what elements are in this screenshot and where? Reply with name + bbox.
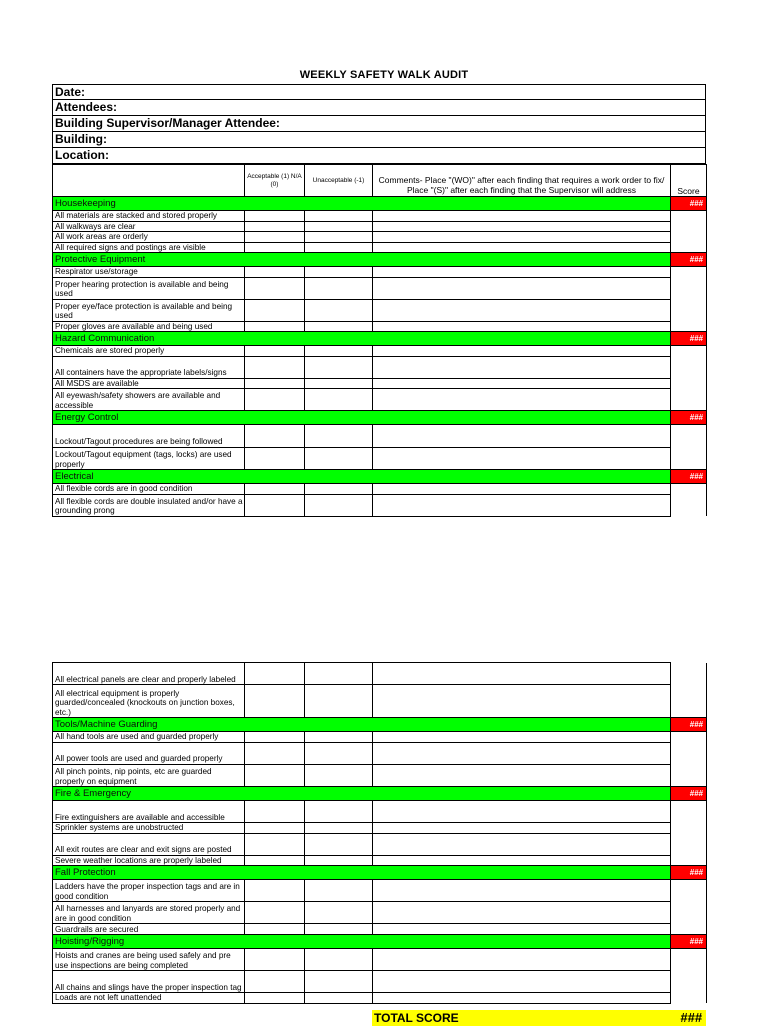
section-header: Housekeeping (53, 197, 671, 211)
comments-cell[interactable] (373, 277, 671, 299)
checklist-item-label: All harnesses and lanyards are stored properly and are in good condition (53, 902, 245, 924)
table-row (53, 823, 707, 834)
section-header: Tools/Machine Guarding (53, 718, 671, 732)
comments-column-header: Comments- Place "(WO)" after each finding that requires a work order to fix/ Place "(S)" after each finding that the Supervisor will address (373, 165, 671, 197)
building-field[interactable]: Building: (52, 132, 706, 148)
score-cell (671, 663, 707, 718)
comments-cell[interactable] (373, 663, 671, 685)
checklist-item-label: All exit routes are clear and exit signs are posted (53, 833, 245, 855)
total-score-value: ### (680, 1010, 702, 1025)
score-column-header: Score (671, 165, 707, 197)
table-row (53, 924, 707, 935)
table-row (53, 221, 707, 232)
acceptable-cell[interactable] (245, 321, 305, 332)
unacceptable-cell[interactable] (305, 902, 373, 924)
acceptable-cell[interactable] (245, 685, 305, 718)
comments-cell[interactable] (373, 902, 671, 924)
unacceptable-cell[interactable] (305, 299, 373, 321)
table-row (53, 880, 707, 902)
acceptable-cell[interactable] (245, 801, 305, 823)
unacceptable-cell[interactable] (305, 494, 373, 516)
table-row (53, 299, 707, 321)
acceptable-cell[interactable] (245, 232, 305, 243)
table-row (53, 242, 707, 253)
acceptable-cell[interactable] (245, 880, 305, 902)
checklist-item-label: Fire extinguishers are available and accessible (53, 801, 245, 823)
section-score: ### (671, 470, 707, 484)
table-row (53, 425, 707, 448)
table-row (53, 801, 707, 823)
unacceptable-cell[interactable] (305, 232, 373, 243)
acceptable-cell[interactable] (245, 211, 305, 222)
acceptable-cell[interactable] (245, 924, 305, 935)
unacceptable-cell[interactable] (305, 221, 373, 232)
unacceptable-cell[interactable] (305, 242, 373, 253)
section-row-tools-machine-guarding (53, 718, 707, 732)
table-row (53, 663, 707, 685)
acceptable-cell[interactable] (245, 993, 305, 1004)
table-row (53, 742, 707, 764)
acceptable-cell[interactable] (245, 356, 305, 378)
comments-cell[interactable] (373, 833, 671, 855)
acceptable-cell[interactable] (245, 833, 305, 855)
unacceptable-cell[interactable] (305, 732, 373, 743)
unacceptable-cell[interactable] (305, 663, 373, 685)
acceptable-cell[interactable] (245, 277, 305, 299)
audit-table-page2 (52, 662, 707, 1004)
score-cell (671, 211, 707, 253)
score-cell (671, 732, 707, 787)
unacceptable-cell[interactable] (305, 971, 373, 993)
checklist-item-label: All electrical equipment is properly guarded/concealed (knockouts on junction boxes, etc.) (53, 685, 245, 718)
acceptable-cell[interactable] (245, 221, 305, 232)
table-row (53, 211, 707, 222)
acceptable-column-header: Acceptable (1) N/A (0) (245, 165, 305, 197)
checklist-item-label: Ladders have the proper inspection tags and are in good condition (53, 880, 245, 902)
table-row (53, 232, 707, 243)
table-row (53, 833, 707, 855)
checklist-item-label: All materials are stacked and stored properly (53, 211, 245, 222)
acceptable-cell[interactable] (245, 971, 305, 993)
column-header-row (53, 165, 707, 197)
acceptable-cell[interactable] (245, 425, 305, 448)
unacceptable-column-header: Unacceptable (-1) (305, 165, 373, 197)
unacceptable-cell[interactable] (305, 425, 373, 448)
supervisor-attendee-field[interactable]: Building Supervisor/Manager Attendee: (52, 116, 706, 132)
table-row (53, 447, 707, 470)
comments-cell[interactable] (373, 742, 671, 764)
acceptable-cell[interactable] (245, 949, 305, 971)
comments-cell[interactable] (373, 447, 671, 470)
acceptable-cell[interactable] (245, 389, 305, 411)
section-score: ### (671, 935, 707, 949)
checklist-item-label: All flexible cords are in good condition (53, 484, 245, 495)
checklist-item-label: All pinch points, nip points, etc are guarded properly on equipment (53, 764, 245, 786)
unacceptable-cell[interactable] (305, 924, 373, 935)
unacceptable-cell[interactable] (305, 823, 373, 834)
section-score: ### (671, 787, 707, 801)
section-row-housekeeping (53, 197, 707, 211)
item-column-header (53, 165, 245, 197)
acceptable-cell[interactable] (245, 494, 305, 516)
section-header: Electrical (53, 470, 671, 484)
section-header: Energy Control (53, 411, 671, 425)
comments-cell[interactable] (373, 221, 671, 232)
acceptable-cell[interactable] (245, 242, 305, 253)
section-row-protective-equipment (53, 253, 707, 267)
acceptable-cell[interactable] (245, 902, 305, 924)
table-row (53, 484, 707, 495)
comments-cell[interactable] (373, 232, 671, 243)
table-row (53, 277, 707, 299)
comments-cell[interactable] (373, 356, 671, 378)
table-row (53, 993, 707, 1004)
section-row-hoisting-rigging (53, 935, 707, 949)
checklist-item-label: Proper gloves are available and being used (53, 321, 245, 332)
comments-cell[interactable] (373, 242, 671, 253)
section-row-fire-emergency (53, 787, 707, 801)
section-score: ### (671, 718, 707, 732)
checklist-item-label: Loads are not left unattended (53, 993, 245, 1004)
checklist-item-label: Hoists and cranes are being used safely and pre use inspections are being completed (53, 949, 245, 971)
comments-cell[interactable] (373, 378, 671, 389)
comments-cell[interactable] (373, 764, 671, 786)
comments-cell[interactable] (373, 425, 671, 448)
unacceptable-cell[interactable] (305, 321, 373, 332)
comments-cell[interactable] (373, 267, 671, 278)
comments-cell[interactable] (373, 321, 671, 332)
table-row (53, 764, 707, 786)
checklist-item-label: All power tools are used and guarded properly (53, 742, 245, 764)
acceptable-cell[interactable] (245, 823, 305, 834)
unacceptable-cell[interactable] (305, 346, 373, 357)
comments-cell[interactable] (373, 880, 671, 902)
section-score: ### (671, 332, 707, 346)
unacceptable-cell[interactable] (305, 833, 373, 855)
table-row (53, 389, 707, 411)
acceptable-cell[interactable] (245, 732, 305, 743)
unacceptable-cell[interactable] (305, 949, 373, 971)
acceptable-cell[interactable] (245, 484, 305, 495)
section-header: Protective Equipment (53, 253, 671, 267)
unacceptable-cell[interactable] (305, 211, 373, 222)
comments-cell[interactable] (373, 211, 671, 222)
comments-cell[interactable] (373, 299, 671, 321)
table-row (53, 902, 707, 924)
section-header: Fire & Emergency (53, 787, 671, 801)
score-cell (671, 267, 707, 332)
checklist-item-label: All eyewash/safety showers are available and accessible (53, 389, 245, 411)
table-row (53, 346, 707, 357)
score-cell (671, 949, 707, 1004)
acceptable-cell[interactable] (245, 346, 305, 357)
acceptable-cell[interactable] (245, 663, 305, 685)
comments-cell[interactable] (373, 494, 671, 516)
acceptable-cell[interactable] (245, 378, 305, 389)
checklist-item-label: Proper hearing protection is available and being used (53, 277, 245, 299)
checklist-item-label: Guardrails are secured (53, 924, 245, 935)
section-row-energy-control (53, 411, 707, 425)
section-score: ### (671, 411, 707, 425)
score-cell (671, 346, 707, 411)
score-cell (671, 425, 707, 470)
table-row (53, 356, 707, 378)
table-row (53, 949, 707, 971)
checklist-item-label: All chains and slings have the proper inspection tag (53, 971, 245, 993)
unacceptable-cell[interactable] (305, 880, 373, 902)
checklist-item-label: All work areas are orderly (53, 232, 245, 243)
checklist-item-label: All electrical panels are clear and properly labeled (53, 663, 245, 685)
checklist-item-label: Lockout/Tagout procedures are being followed (53, 425, 245, 448)
table-row (53, 685, 707, 718)
unacceptable-cell[interactable] (305, 378, 373, 389)
unacceptable-cell[interactable] (305, 855, 373, 866)
score-cell (671, 801, 707, 866)
unacceptable-cell[interactable] (305, 484, 373, 495)
checklist-item-label: Proper eye/face protection is available and being used (53, 299, 245, 321)
section-score: ### (671, 253, 707, 267)
comments-cell[interactable] (373, 993, 671, 1004)
comments-cell[interactable] (373, 389, 671, 411)
checklist-item-label: All containers have the appropriate labels/signs (53, 356, 245, 378)
unacceptable-cell[interactable] (305, 993, 373, 1004)
audit-table-page1 (52, 164, 707, 517)
section-header: Hoisting/Rigging (53, 935, 671, 949)
comments-cell[interactable] (373, 924, 671, 935)
checklist-item-label: All flexible cords are double insulated and/or have a grounding prong (53, 494, 245, 516)
comments-cell[interactable] (373, 855, 671, 866)
unacceptable-cell[interactable] (305, 277, 373, 299)
table-row (53, 855, 707, 866)
checklist-item-label: All MSDS are available (53, 378, 245, 389)
attendees-field[interactable]: Attendees: (52, 100, 706, 116)
section-row-hazard-communication (53, 332, 707, 346)
table-row (53, 321, 707, 332)
comments-cell[interactable] (373, 484, 671, 495)
acceptable-cell[interactable] (245, 742, 305, 764)
checklist-item-label: All walkways are clear (53, 221, 245, 232)
comments-cell[interactable] (373, 346, 671, 357)
unacceptable-cell[interactable] (305, 356, 373, 378)
comments-cell[interactable] (373, 949, 671, 971)
acceptable-cell[interactable] (245, 764, 305, 786)
acceptable-cell[interactable] (245, 855, 305, 866)
date-field[interactable]: Date: (52, 84, 706, 100)
section-score: ### (671, 866, 707, 880)
acceptable-cell[interactable] (245, 299, 305, 321)
unacceptable-cell[interactable] (305, 447, 373, 470)
comments-cell[interactable] (373, 801, 671, 823)
section-score: ### (671, 197, 707, 211)
comments-cell[interactable] (373, 732, 671, 743)
location-field[interactable]: Location: (52, 148, 706, 164)
checklist-item-label: Severe weather locations are properly labeled (53, 855, 245, 866)
unacceptable-cell[interactable] (305, 267, 373, 278)
score-cell (671, 880, 707, 935)
table-row (53, 732, 707, 743)
comments-cell[interactable] (373, 971, 671, 993)
table-row (53, 378, 707, 389)
acceptable-cell[interactable] (245, 267, 305, 278)
unacceptable-cell[interactable] (305, 742, 373, 764)
unacceptable-cell[interactable] (305, 801, 373, 823)
unacceptable-cell[interactable] (305, 389, 373, 411)
acceptable-cell[interactable] (245, 447, 305, 470)
header-fields (52, 84, 706, 164)
checklist-item-label: All required signs and postings are visible (53, 242, 245, 253)
section-row-fall-protection (53, 866, 707, 880)
checklist-item-label: Respirator use/storage (53, 267, 245, 278)
comments-cell[interactable] (373, 823, 671, 834)
score-cell (671, 484, 707, 517)
total-score-label: TOTAL SCORE (374, 1011, 459, 1025)
unacceptable-cell[interactable] (305, 764, 373, 786)
unacceptable-cell[interactable] (305, 685, 373, 718)
table-row (53, 971, 707, 993)
section-header: Fall Protection (53, 866, 671, 880)
section-row-electrical (53, 470, 707, 484)
comments-cell[interactable] (373, 685, 671, 718)
checklist-item-label: All hand tools are used and guarded properly (53, 732, 245, 743)
checklist-item-label: Lockout/Tagout equipment (tags, locks) are used properly (53, 447, 245, 470)
section-header: Hazard Communication (53, 332, 671, 346)
table-row (53, 494, 707, 516)
checklist-item-label: Sprinkler systems are unobstructed (53, 823, 245, 834)
table-row (53, 267, 707, 278)
page-title: WEEKLY SAFETY WALK AUDIT (299, 69, 469, 81)
checklist-item-label: Chemicals are stored properly (53, 346, 245, 357)
